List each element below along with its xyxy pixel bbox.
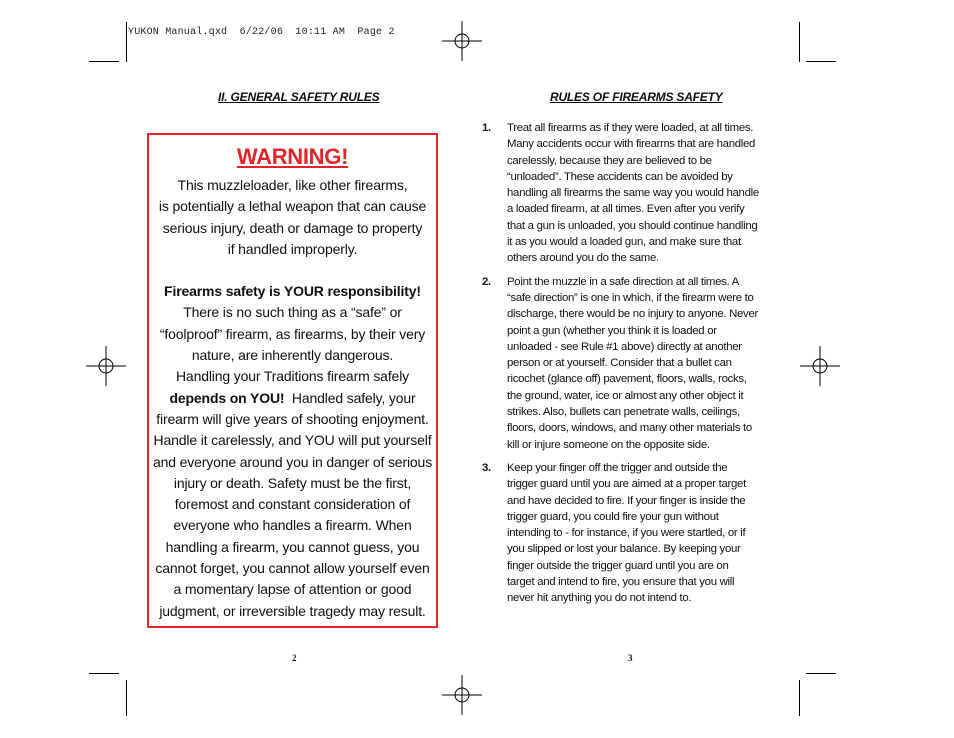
rule-text-line: Point the muzzle in a safe direction at all times. A xyxy=(507,275,739,288)
rule-text-line: “safe direction” is one in which, if the firearm were to xyxy=(507,291,754,304)
warning-text-line xyxy=(153,388,432,409)
right-page-heading: RULES OF FIREARMS SAFETY xyxy=(550,90,723,104)
rule-text-line: unloaded - see Rule #1 above) directly at another xyxy=(507,340,742,353)
warning-text-line: is potentially a lethal weapon that can cause xyxy=(158,198,427,215)
rule-text-line: others around you do the same. xyxy=(507,252,659,265)
depends-on-you-emphasis: depends on YOU! xyxy=(169,389,285,406)
warning-text-line: a momentary lapse of attention or good xyxy=(173,581,412,598)
warning-text-line: judgment, or irreversible tragedy may result. xyxy=(159,602,426,619)
warning-text-line: Handle it carelessly, and YOU will put yourself xyxy=(153,432,432,449)
rule-text-line: trigger guard until you are aimed at a proper target xyxy=(507,478,746,491)
rule-text-line: trigger guard, you could fire your gun without xyxy=(507,510,719,523)
warning-text-line: injury or death. Safety must be the first, xyxy=(173,474,412,491)
rule-text-line: discharge, there would be no injury to anyone. Never xyxy=(507,308,758,321)
rule-text-line: Many accidents occur with firearms that are handled xyxy=(507,138,756,151)
warning-text-line: Handling your Traditions firearm safely xyxy=(175,368,410,385)
rule-item xyxy=(480,460,780,607)
registration-mark-top xyxy=(442,21,482,61)
responsibility-statement: Firearms safety is YOUR responsibility! xyxy=(164,283,421,300)
rule-text-line: strikes. Also, bullets can penetrate walls, ceilings, xyxy=(507,406,740,419)
warning-text-line: firearm will give years of shooting enjoyment. xyxy=(156,410,429,427)
rule-number: 3. xyxy=(482,461,491,474)
warning-text-line: This muzzleloader, like other firearms, xyxy=(177,177,408,193)
rule-item xyxy=(480,274,780,453)
warning-text-line: handling a firearm, you cannot guess, you xyxy=(165,538,420,555)
rule-number: 1. xyxy=(482,122,491,134)
warning-text-line: everyone who handles a firearm. When xyxy=(173,517,412,534)
rule-text-line: Keep your finger off the trigger and outside the xyxy=(507,461,728,474)
rule-text-line: handling all firearms the same way you would handle xyxy=(507,187,759,200)
rule-text-line: never hit anything you do not intend to. xyxy=(507,592,692,605)
warning-text-line: There is no such thing as a “safe” or xyxy=(183,304,402,321)
rule-text-line: kill or injure someone on the opposite side. xyxy=(507,438,710,451)
rule-text-line: and have decided to fire. If your finger is inside the xyxy=(507,494,746,507)
rule-text-line: the ground, water, ice or almost any other object it xyxy=(507,389,744,402)
warning-title: WARNING! xyxy=(236,144,349,169)
warning-text-line: serious injury, death or damage to property xyxy=(162,219,423,236)
warning-text-line: nature, are inherently dangerous. xyxy=(191,347,394,364)
rule-text-line: “unloaded”. These accidents can be avoided by xyxy=(507,170,733,183)
warning-text-line: cannot forget, you cannot allow yourself even xyxy=(155,560,430,577)
rule-text-line: finger outside the trigger guard until you are on xyxy=(507,559,729,572)
warning-text-line: foremost and constant consideration of xyxy=(174,496,411,513)
rule-text-line: target and intend to fire, you ensure that you will xyxy=(507,576,735,589)
warning-text-line: and everyone around you in danger of serious xyxy=(153,453,433,470)
warning-text-line: if handled improperly. xyxy=(227,240,358,257)
warning-body xyxy=(153,175,432,622)
registration-mark-bottom xyxy=(442,675,482,715)
printer-slug: YUKON Manual.qxd 6/22/06 10:11 AM Page 2 xyxy=(128,27,395,38)
depends-rest: Handled safely, your xyxy=(284,389,416,406)
rule-item xyxy=(480,120,780,267)
rule-text-line: a loaded firearm, at all times. Even after you verify xyxy=(507,203,745,216)
warning-text-line: “foolproof” firearm, as firearms, by their very xyxy=(159,325,426,342)
rule-text-line: person or at yourself. Consider that a bullet can xyxy=(507,357,732,370)
rule-text-line: floors, doors, windows, and many other materials to xyxy=(507,422,752,435)
rule-number: 2. xyxy=(482,275,491,288)
page-number-left: 2 xyxy=(292,653,297,663)
left-page-heading: II. GENERAL SAFETY RULES xyxy=(218,90,380,104)
rule-text-line: it as you would a loaded gun, and make sure that xyxy=(507,236,741,249)
safety-rules-list xyxy=(480,120,780,614)
registration-mark-right xyxy=(800,346,840,386)
rule-text-line: you slipped or lost your balance. By keeping your xyxy=(507,543,741,556)
registration-mark-left xyxy=(86,346,126,386)
rule-text-line: carelessly, because they are believed to be xyxy=(507,154,712,167)
rule-text-line: point a gun (whether you think it is loaded or xyxy=(507,324,717,337)
rule-text-line: ricochet (glance off) pavement, floors, walls, rocks, xyxy=(507,373,747,386)
warning-box xyxy=(147,133,438,628)
page-number-right: 3 xyxy=(628,653,633,663)
rule-text-line: intending to - for instance, if you were startled, or if xyxy=(507,527,746,540)
rule-text-line: Treat all firearms as if they were loaded, at all times. xyxy=(507,122,754,134)
rule-text-line: that a gun is unloaded, you should continue handling xyxy=(507,219,758,232)
